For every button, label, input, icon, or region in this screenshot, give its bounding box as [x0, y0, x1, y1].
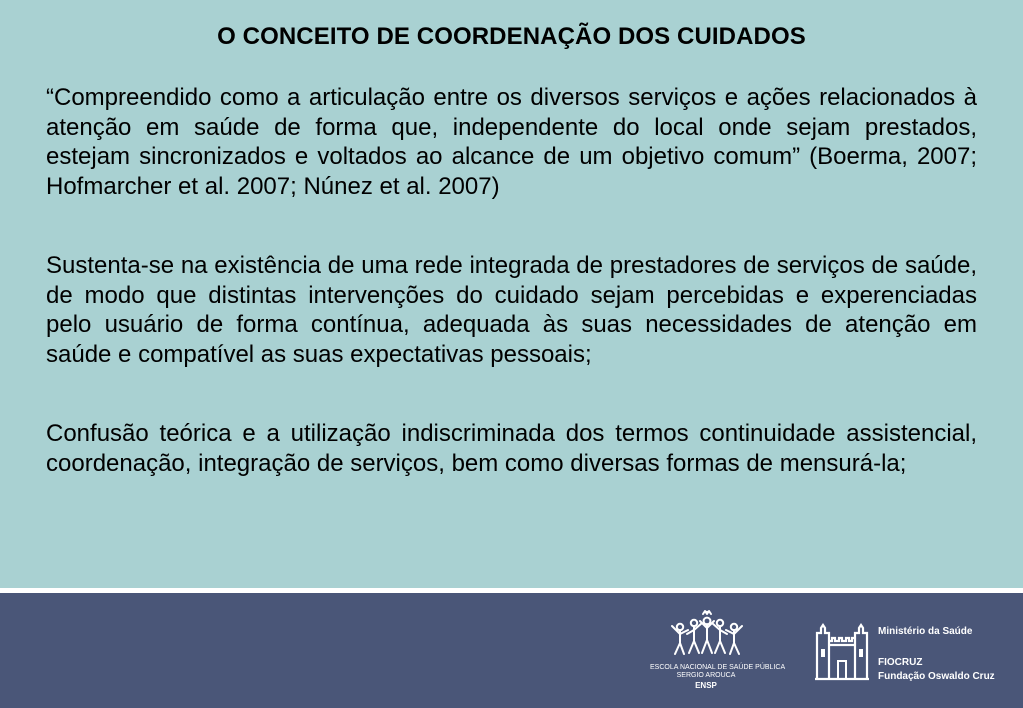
- paragraph-confusion: Confusão teórica e a utilização indiscriminada dos termos continuidade assistencial, coordenação, integração de serviços, bem como diversas formas de mensurá-la;: [46, 420, 977, 477]
- ensp-school-name: ESCOLA NACIONAL DE SAÚDE PÚBLICA: [650, 664, 786, 671]
- fiocruz-full-name: Fundação Oswaldo Cruz: [878, 671, 995, 682]
- paragraph-network: Sustenta-se na existência de uma rede integrada de prestadores de serviços de saúde, de modo que distintas intervenções do cuidado sejam percebidas e experenciadas pelo usuário de forma contínua, adequada às suas necessidades de atenção em saúde e compatível as suas expectativas pessoais;: [46, 252, 977, 368]
- slide-body: [46, 83, 977, 478]
- footer-bar: [0, 593, 1023, 708]
- ensp-logo: [650, 609, 786, 701]
- paragraph-definition: “Compreendido como a articulação entre os diversos serviços e ações relacionados à atenção em saúde de forma que, independente do local onde sejam prestados, estejam sincronizados e voltados ao alcance de um objetivo comum” (Boerma, 2007; Hofmarcher et al. 2007; Núnez et al. 2007): [46, 84, 977, 200]
- ensp-acronym: ENSP: [695, 681, 717, 690]
- ensp-figures-icon: [650, 609, 762, 665]
- fiocruz-name: FIOCRUZ: [878, 657, 923, 668]
- fiocruz-ministerio: Ministério da Saúde: [878, 626, 973, 637]
- ensp-school-subname: SERGIO AROUCA: [676, 672, 736, 679]
- slide-title: O CONCEITO DE COORDENAÇÃO DOS CUIDADOS: [217, 23, 806, 50]
- fiocruz-logo: [812, 611, 1017, 691]
- fiocruz-castle-icon: [812, 611, 872, 691]
